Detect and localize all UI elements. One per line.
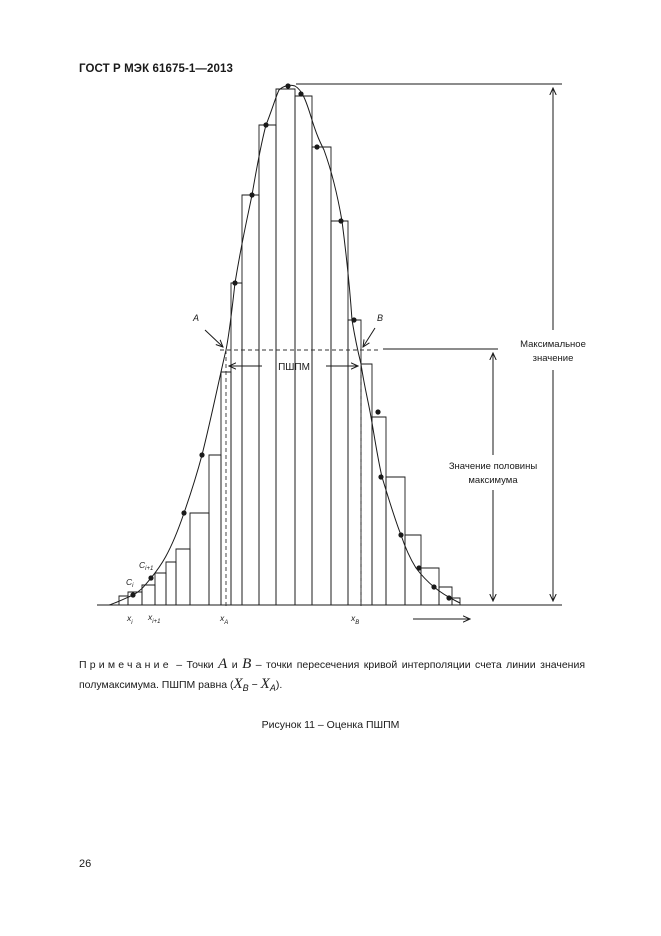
histogram-bar: [155, 573, 166, 605]
half-label-line-1: Значение половины: [448, 461, 538, 472]
sample-point: [398, 532, 403, 537]
point-b-arrow: [363, 328, 375, 347]
figure-note: Примечание – Точки A и B – точки пересечения кривой интерполяции счета линии значения полумаксимума. ПШПМ равна (XB − XA).: [79, 656, 586, 693]
sample-point: [232, 280, 237, 285]
note-point-a: A: [218, 656, 228, 672]
label-xi: $x_i$: [127, 613, 133, 626]
max-label-line-1: Максимальное: [520, 339, 586, 350]
sample-point: [298, 91, 303, 96]
sample-point: [351, 317, 356, 322]
point-b-label: B: [377, 313, 384, 323]
sample-point: [181, 510, 186, 515]
note-point-b: B: [242, 656, 252, 672]
histogram-bar: [259, 125, 276, 605]
page-number: 26: [79, 858, 92, 870]
sample-point: [148, 575, 153, 580]
histogram-bar: [176, 549, 190, 605]
sample-point: [263, 122, 268, 127]
histogram-bar: [331, 221, 348, 605]
histogram-bar: [166, 562, 176, 605]
sample-point: [375, 409, 380, 414]
point-a-arrow: [205, 330, 223, 347]
histogram-bar: [142, 585, 155, 605]
label-xi1: $x_{i+1}$: [148, 612, 161, 625]
sample-point: [199, 452, 204, 457]
sample-point: [249, 192, 254, 197]
histogram-bar: [312, 147, 331, 605]
label-ci1: $C_{i+1}$: [139, 560, 154, 572]
label-xb: $x_B$: [351, 613, 360, 626]
document-header: ГОСТ Р МЭК 61675-1—2013: [79, 63, 233, 75]
histogram-bar: [295, 96, 312, 605]
sample-point: [338, 218, 343, 223]
sample-point: [431, 584, 436, 589]
histogram-bar: [361, 364, 372, 605]
histogram-bars: [119, 89, 460, 605]
sample-points: [130, 83, 451, 600]
max-label-line-2: значение: [532, 353, 574, 364]
sample-point: [130, 592, 135, 597]
histogram-bar: [209, 455, 221, 605]
figure-caption: Рисунок 11 – Оценка ПШПМ: [261, 719, 400, 731]
interpolation-curve: [109, 85, 460, 605]
fwhm-label: ПШПМ: [278, 362, 310, 373]
point-a-label: A: [193, 313, 200, 323]
histogram-bar: [190, 513, 209, 605]
histogram-bar: [386, 477, 405, 605]
label-xa: $x_A$: [220, 613, 229, 626]
sample-point: [446, 595, 451, 600]
histogram-bar: [348, 320, 361, 605]
histogram-bar: [372, 417, 386, 605]
histogram-bar: [242, 195, 259, 605]
label-ci: $C_i$: [126, 577, 134, 589]
histogram-bar: [231, 283, 242, 605]
sample-point: [314, 144, 319, 149]
sample-point: [285, 83, 290, 88]
note-prefix: Примечание: [79, 659, 172, 671]
sample-point: [416, 565, 421, 570]
half-label-line-2: максимума: [468, 475, 518, 486]
sample-point: [378, 474, 383, 479]
histogram-bar: [276, 89, 295, 605]
